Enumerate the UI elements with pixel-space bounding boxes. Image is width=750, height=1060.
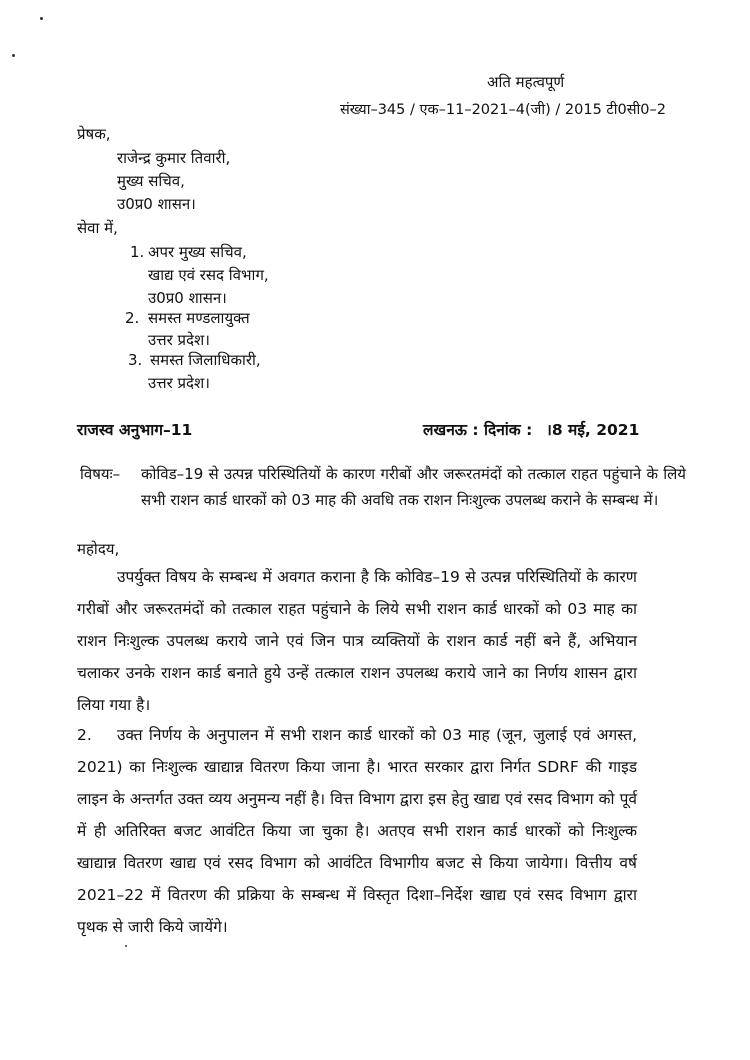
salutation: महोदय, xyxy=(77,540,120,558)
paragraph-1: उपर्युक्त विषय के सम्बन्ध में अवगत कराना है कि कोविड–19 से उत्पन्न परिस्थितियों के कारण गरीबों और जरूरतमंदों को तत्काल राहत पहुंचाने के लिये सभी राशन कार्ड धारकों को 03 माह का राशन निःशुल्क उपलब्ध कराये जाने एवं जिन पात्र व्यक्तियों के राशन कार्ड नहीं बने हैं, अभियान चलाकर उनके राशन कार्ड बनाते हुये उन्हें तत्काल राशन उपलब्ध कराये जाने का निर्णय शासन द्वारा लिया गया है। xyxy=(77,568,637,714)
recipient-number: 2. xyxy=(125,309,140,327)
sender-office: उ0प्र0 शासन। xyxy=(117,195,196,213)
sender-designation: मुख्य सचिव, xyxy=(117,172,185,190)
sender-label: प्रेषक, xyxy=(77,125,111,143)
scan-mark xyxy=(125,945,127,947)
recipient-number: 1. xyxy=(130,243,145,261)
recipient-line: उत्तर प्रदेश। xyxy=(148,331,210,349)
reference-number: संख्या–345 / एक–11–2021–4(जी) / 2015 टी0सी0–2 xyxy=(340,102,666,118)
recipient-line: अपर मुख्य सचिव, xyxy=(148,243,247,261)
recipient-line: खाद्य एवं रसद विभाग, xyxy=(148,266,269,284)
subject-label: विषयः– xyxy=(80,465,121,483)
recipient-line: समस्त मण्डलायुक्त xyxy=(148,309,250,327)
letter-date: ।8 मई, 2021 xyxy=(546,421,640,439)
recipient-line: उत्तर प्रदेश। xyxy=(148,374,210,392)
recipient-line: उ0प्र0 शासन। xyxy=(148,289,227,307)
paragraph-2-number: 2. xyxy=(77,726,92,744)
sender-name: राजेन्द्र कुमार तिवारी, xyxy=(117,149,231,167)
department-label: राजस्व अनुभाग–11 xyxy=(77,421,193,439)
recipients-label: सेवा में, xyxy=(77,219,118,237)
scan-mark xyxy=(12,54,15,57)
place-date-label: लखनऊ : दिनांक : xyxy=(423,421,533,439)
subject-text: कोविड–19 से उत्पन्न परिस्थितियों के कारण गरीबों और जरूरतमंदों को तत्काल राहत पहुंचाने के लिये सभी राशन कार्ड धारकों को 03 माह की अवधि तक राशन निःशुल्क उपलब्ध कराने के सम्बन्ध में। xyxy=(141,465,686,509)
priority-label: अति महत्वपूर्ण xyxy=(487,73,565,91)
recipient-number: 3. xyxy=(128,351,143,369)
scan-mark xyxy=(40,17,43,20)
recipient-line: समस्त जिलाधिकारी, xyxy=(150,351,261,369)
paragraph-2: उक्त निर्णय के अनुपालन में सभी राशन कार्ड धारकों को 03 माह (जून, जुलाई एवं अगस्त, 2021) का निःशुल्क खाद्यान्न वितरण किया जाना है। भारत सरकार द्वारा निर्गत SDRF की गाइड लाइन के अन्तर्गत उक्त व्यय अनुमन्य नहीं है। वित्त विभाग द्वारा इस हेतु खाद्य एवं रसद विभाग को पूर्व में ही अतिरिक्त बजट आवंटित किया जा चुका है। अतएव सभी राशन कार्ड धारकों को निःशुल्क खाद्यान्न वितरण खाद्य एवं रसद विभाग को आवंटित विभागीय बजट से किया जायेगा। वित्तीय वर्ष 2021–22 में वितरण की प्रक्रिया के सम्बन्ध में विस्तृत दिशा–निर्देश खाद्य एवं रसद विभाग द्वारा पृथक से जारी किये जायेंगे। xyxy=(77,726,637,936)
